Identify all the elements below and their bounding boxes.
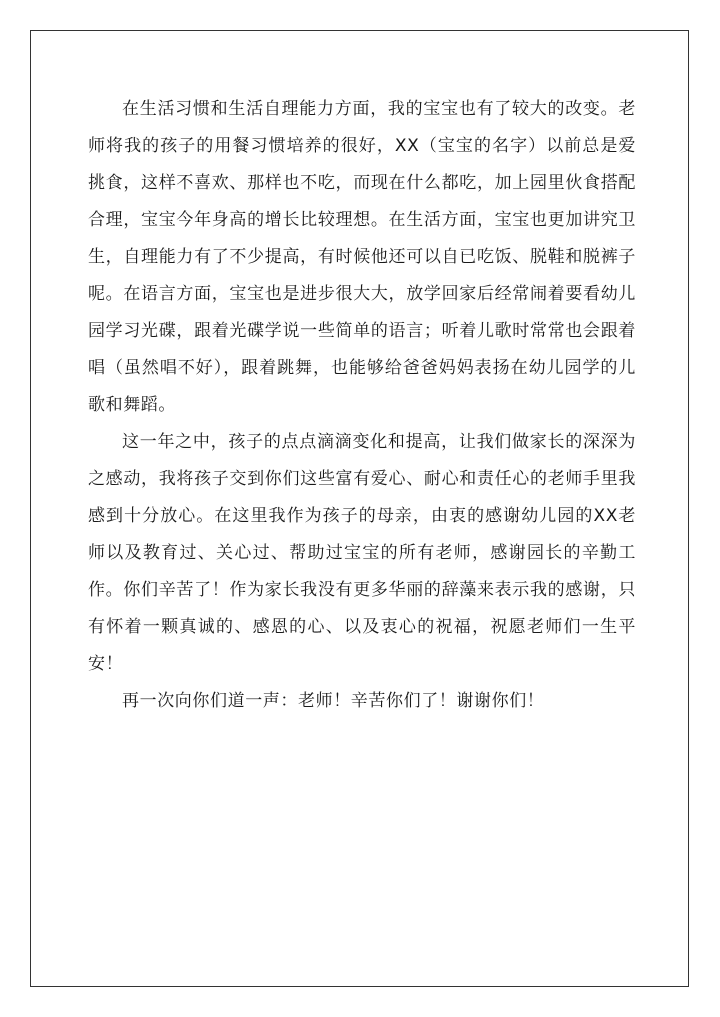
paragraph-gratitude: 这一年之中，孩子的点点滴滴变化和提高，让我们做家长的深深为之感动，我将孩子交到你们这些富有爱心、耐心和责任心的老师手里我感到十分放心。在这里我作为孩子的母亲，由衷的感谢幼儿园的XX老师以及教育过、关心过、帮助过宝宝的所有老师，感谢园长的辛勤工作。你们辛苦了！作为家长我没有更多华丽的辞藻来表示我的感谢，只有怀着一颗真诚的、感恩的心、以及衷心的祝福，祝愿老师们一生平安！: [88, 432, 636, 674]
document-body: [88, 91, 636, 720]
paragraph-life-habits: 在生活习惯和生活自理能力方面，我的宝宝也有了较大的改变。老师将我的孩子的用餐习惯培养的很好，XX（宝宝的名字）以前总是爱挑食，这样不喜欢、那样也不吃，而现在什么都吃，加上园里伙食搭配合理，宝宝今年身高的增长比较理想。在生活方面，宝宝也更加讲究卫生，自理能力有了不少提高，有时候他还可以自已吃饭、脱鞋和脱裤子呢。在语言方面，宝宝也是进步很大大，放学回家后经常闹着要看幼儿园学习光碟，跟着光碟学说一些简单的语言；听着儿歌时常常也会跟着唱（虽然唱不好），跟着跳舞，也能够给爸爸妈妈表扬在幼儿园学的儿歌和舞蹈。: [88, 99, 636, 415]
paragraph-closing: 再一次向你们道一声：老师！辛苦你们了！谢谢你们！: [122, 691, 545, 711]
